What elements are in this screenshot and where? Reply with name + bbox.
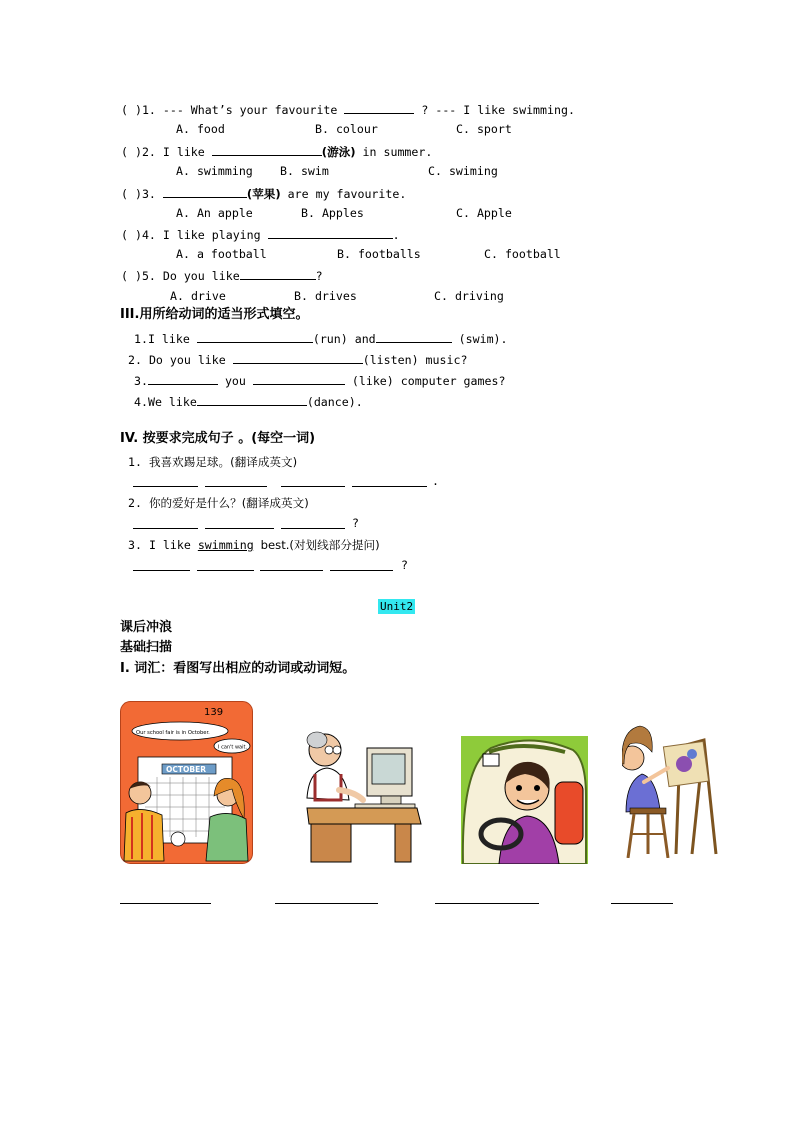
underlined-word: swimming xyxy=(197,538,254,552)
answer-line[interactable] xyxy=(205,486,267,487)
q4-option-b: B. footballs xyxy=(337,247,421,261)
chinese-hint: (苹果) xyxy=(246,187,281,201)
q4-stem-row xyxy=(121,226,400,242)
s4-item-2: 2. 你的爱好是什么？(翻译成英文) xyxy=(128,496,309,510)
q3-option-a: A. An apple xyxy=(176,206,253,220)
speech-bubble-1: Our school fair is in October. xyxy=(136,730,210,736)
answer-line[interactable] xyxy=(330,570,393,571)
answer-line[interactable] xyxy=(260,570,323,571)
q5-option-a: A. drive xyxy=(170,289,226,303)
answer-line[interactable] xyxy=(197,570,254,571)
q5-stem-row xyxy=(121,267,323,283)
speech-bubble-2: I can't wait. xyxy=(218,744,248,751)
answer-blank[interactable] xyxy=(163,185,247,198)
answer-blank[interactable] xyxy=(268,226,393,239)
answer-line[interactable] xyxy=(281,528,345,529)
q3-stem-row xyxy=(121,185,406,201)
s4-item-1: 1. 我喜欢踢足球。(翻译成英文) xyxy=(128,455,298,469)
question-text: are my favourite. xyxy=(287,187,407,201)
calendar-month: OCTOBER xyxy=(166,765,206,774)
sentence-end: ? xyxy=(401,558,408,572)
painting-picture xyxy=(622,724,718,858)
s4-item-3: 3. I like swimming best.(对划线部分提问) xyxy=(128,538,380,552)
q1-stem-row xyxy=(121,101,575,117)
q3-option-b: B. Apples xyxy=(301,206,364,220)
answer-blank[interactable] xyxy=(233,351,363,364)
answer-blank[interactable] xyxy=(148,372,218,385)
answer-blank[interactable] xyxy=(212,143,322,156)
q1-option-c: C. sport xyxy=(456,122,512,136)
s3-item-1: 1.I like (run) and (swim). xyxy=(134,332,508,346)
vocab-title: Ⅰ. 词汇：看图写出相应的动词或动词短。 xyxy=(120,661,356,676)
answer-paren[interactable]: ( )4. xyxy=(121,228,156,242)
question-text: ? xyxy=(315,269,323,283)
sentence-end: . xyxy=(432,474,439,488)
question-text: ? --- I like swimming. xyxy=(421,103,575,117)
unit-label: Unit2 xyxy=(380,600,414,613)
q5-option-b: B. drives xyxy=(294,289,357,303)
page-number: 139 xyxy=(204,707,224,718)
picture-answer-line-3[interactable] xyxy=(435,903,539,904)
q1-option-b: B. colour xyxy=(315,122,378,136)
answer-line[interactable] xyxy=(133,486,198,487)
q2-option-a: A. swimming xyxy=(176,164,253,178)
question-text: --- What’s your favourite xyxy=(162,103,338,117)
computer-picture xyxy=(297,728,427,866)
s3-item-3: 3. you (like) computer games? xyxy=(134,374,506,388)
answer-blank[interactable] xyxy=(197,330,313,343)
q2-option-b: B. swim xyxy=(280,164,329,178)
q5-option-c: C. driving xyxy=(434,289,504,303)
answer-line[interactable] xyxy=(205,528,274,529)
unit-subtitle-2: 基础扫描 xyxy=(120,640,173,655)
unit-subtitle-1: 课后冲浪 xyxy=(120,620,173,635)
chinese-hint: (游泳) xyxy=(321,145,356,159)
picture-answer-line-1[interactable] xyxy=(120,903,211,904)
picture-answer-line-4[interactable] xyxy=(611,903,673,904)
question-text: . xyxy=(392,228,400,242)
answer-paren[interactable]: ( )2. xyxy=(121,145,156,159)
question-text: in summer. xyxy=(362,145,433,159)
calendar-picture xyxy=(120,701,253,864)
answer-blank[interactable] xyxy=(376,330,452,343)
q4-option-a: A. a football xyxy=(176,247,267,261)
section3-title: III.用所给动词的适当形式填空。 xyxy=(120,307,309,322)
answer-paren[interactable]: ( )3. xyxy=(121,187,156,201)
answer-blank[interactable] xyxy=(253,372,345,385)
question-text: I like playing xyxy=(162,228,261,242)
answer-line[interactable] xyxy=(133,528,198,529)
question-text: I like xyxy=(162,145,205,159)
s3-item-2: 2. Do you like (listen) music? xyxy=(128,353,468,367)
answer-line[interactable] xyxy=(352,486,427,487)
s3-item-4: 4.We like (dance). xyxy=(134,395,363,409)
answer-line[interactable] xyxy=(281,486,345,487)
answer-blank[interactable] xyxy=(240,267,316,280)
q2-stem-row xyxy=(121,143,432,159)
sentence-end: ? xyxy=(352,516,359,530)
picture-answer-line-2[interactable] xyxy=(275,903,378,904)
q2-option-c: C. swiming xyxy=(428,164,498,178)
answer-blank[interactable] xyxy=(344,101,414,114)
driving-picture xyxy=(461,736,588,864)
answer-blank[interactable] xyxy=(197,393,307,406)
q1-option-a: A. food xyxy=(176,122,225,136)
answer-line[interactable] xyxy=(133,570,190,571)
section4-title: IV. 按要求完成句子 。(每空一词) xyxy=(120,431,316,446)
q3-option-c: C. Apple xyxy=(456,206,512,220)
answer-paren[interactable]: ( )1. xyxy=(121,103,156,117)
question-text: Do you like xyxy=(162,269,240,283)
q4-option-c: C. football xyxy=(484,247,561,261)
answer-paren[interactable]: ( )5. xyxy=(121,269,156,283)
